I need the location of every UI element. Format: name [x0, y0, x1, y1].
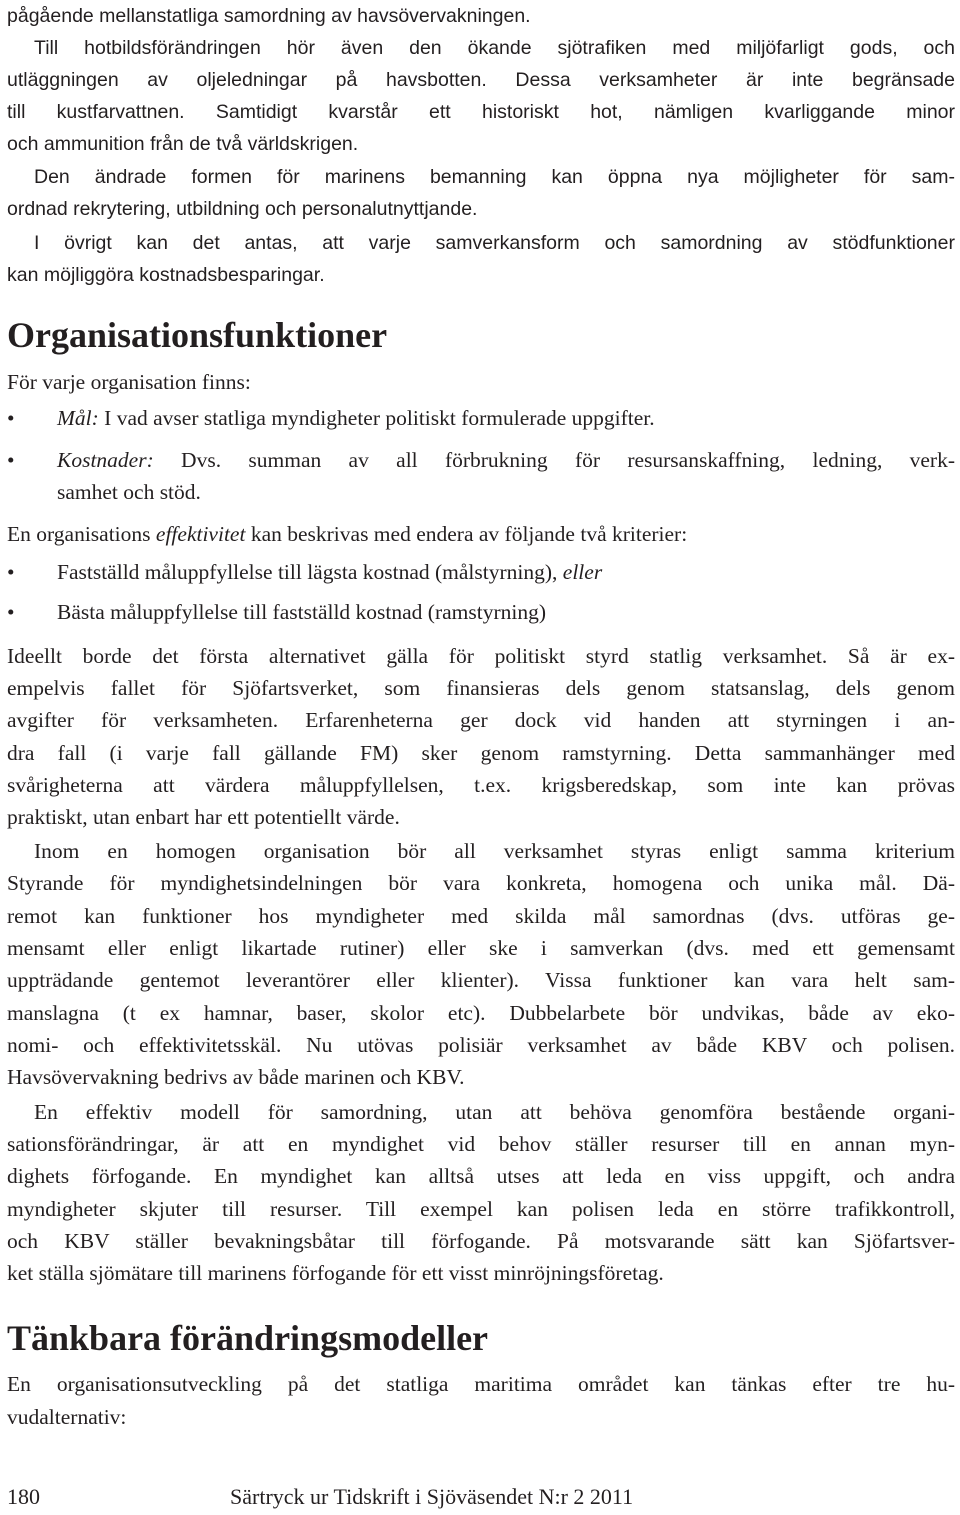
- bullet-term: Mål:: [57, 406, 99, 430]
- paragraph-line: Havsövervakning bedrivs av både marinen och KBV.: [7, 1065, 465, 1089]
- criterion-text: Fastställd måluppfyllelse till lägsta kostnad (målstyrning),: [57, 560, 563, 584]
- paragraph-line: En effektiv modell för samordning, utan att behöva genomföra bestående organi-: [34, 1100, 955, 1124]
- paragraph-line: nomi- och effektivitetsskäl. Nu utövas polisiär verksamhet av både KBV och polisen.: [7, 1033, 955, 1057]
- paragraph-line: empelvis fallet för Sjöfartsverket, som finansieras dels genom statsanslag, dels genom: [7, 676, 955, 700]
- paragraph-line: manslagna (t ex hamnar, baser, skolor etc). Dubbelarbete bör undvikas, både av eko-: [7, 1001, 955, 1025]
- paragraph-line: mensamt eller enligt likartade rutiner) eller ske i samverkan (dvs. med ett gemensamt: [7, 936, 955, 960]
- bullet-text: I vad avser statliga myndigheter politiskt formulerade uppgifter.: [98, 406, 655, 430]
- paragraph-line: Inom en homogen organisation bör all verksamhet styras enligt samma kriterium: [34, 839, 955, 863]
- criteria-intro: [7, 518, 687, 550]
- intro-line: pågående mellanstatliga samordning av havsövervakningen.: [7, 5, 531, 27]
- bullet-text-continuation: samhet och stöd.: [57, 480, 201, 504]
- paragraph-line: sationsförändringar, är att en myndighet vid behov ställer resurser till en annan myn-: [7, 1132, 955, 1156]
- bullet-item-kostnader: [57, 444, 955, 476]
- paragraph-line: och KBV ställer bevakningsbåtar till förfogande. På motsvarande sätt kan Sjöfartsver-: [7, 1229, 955, 1253]
- section-heading-tankbara-forandringsmodeller: Tänkbara förändringsmodeller: [7, 1318, 489, 1358]
- intro-line: utläggningen av oljeledningar på havsbotten. Dessa verksamheter är inte begränsade: [7, 69, 955, 91]
- bullet-term: Kostnader:: [57, 448, 154, 472]
- intro-line: ordnad rekrytering, utbildning och personalutnyttjande.: [7, 198, 478, 220]
- paragraph-line: remot kan funktioner hos myndigheter med skilda mål samordnas (dvs. utföras ge-: [7, 904, 955, 928]
- section-heading-organisationsfunktioner: Organisationsfunktioner: [7, 315, 388, 355]
- section-lead: För varje organisation finns:: [7, 370, 251, 394]
- publication-footer: Särtryck ur Tidskrift i Sjöväsendet N:r 2 2011: [230, 1484, 634, 1509]
- bullet-item-mal: [57, 402, 655, 434]
- intro-line: I övrigt kan det antas, att varje samverkansform och samordning av stödfunktioner: [34, 232, 955, 254]
- paragraph-line: avgifter för verksamheten. Erfarenheterna ger dock vid handen att styrningen i an-: [7, 708, 955, 732]
- paragraph-line: vudalternativ:: [7, 1405, 127, 1429]
- paragraph-line: uppträdande gentemot leverantörer eller klienter). Vissa funktioner kan vara helt sam-: [7, 968, 955, 992]
- intro-line: kan möjliggöra kostnadsbesparingar.: [7, 264, 325, 286]
- paragraph-line: praktiskt, utan enbart har ett potentiellt värde.: [7, 805, 400, 829]
- paragraph-line: svårigheterna att värdera måluppfyllelsen, t.ex. krigsberedskap, som inte kan prövas: [7, 773, 955, 797]
- criterion-em: eller: [562, 560, 603, 584]
- criteria-intro-em: effektivitet: [155, 522, 246, 546]
- intro-line: och ammunition från de två världskrigen.: [7, 133, 359, 155]
- paragraph-line: dra fall (i varje fall gällande FM) sker genom ramstyrning. Detta sammanhänger med: [7, 741, 955, 765]
- bullet-marker: •: [7, 406, 15, 430]
- bullet-text: Dvs. summan av all förbrukning för resursanskaffning, ledning, verk-: [153, 448, 955, 472]
- paragraph-line: Styrande för myndighetsindelningen bör vara konkreta, homogena och unika mål. Dä-: [7, 871, 955, 895]
- bullet-marker: •: [7, 448, 15, 472]
- intro-line: Till hotbildsförändringen hör även den ökande sjötrafiken med miljöfarligt gods, och: [34, 37, 955, 59]
- paragraph-line: En organisationsutveckling på det statliga maritima området kan tänkas efter tre hu-: [7, 1372, 955, 1396]
- paragraph-line: myndigheter skjuter till resurser. Till exempel kan polisen leda en större trafikkontroll,: [7, 1197, 955, 1221]
- paragraph-line: Ideellt borde det första alternativet gälla för politiskt styrd statlig verksamhet. Så är ex-: [7, 644, 955, 668]
- bullet-marker: •: [7, 560, 15, 584]
- paragraph-line: ket ställa sjömätare till marinens förfogande för ett visst minröjningsföretag.: [7, 1261, 664, 1285]
- intro-line: Den ändrade formen för marinens bemanning kan öppna nya möjligheter för sam-: [34, 166, 955, 188]
- paragraph-line: dighets förfogande. En myndighet kan alltså utses att leda en viss uppgift, och andra: [7, 1164, 955, 1188]
- bullet-marker: •: [7, 600, 15, 624]
- criterion-item: [57, 556, 602, 588]
- page-number: 180: [7, 1484, 40, 1509]
- intro-line: till kustfarvattnen. Samtidigt kvarstår ett historiskt hot, nämligen kvarliggande minor: [7, 101, 955, 123]
- criteria-intro-post: kan beskrivas med endera av följande två kriterier:: [245, 522, 688, 546]
- criterion-item: Bästa måluppfyllelse till fastställd kostnad (ramstyrning): [57, 600, 547, 624]
- criteria-intro-pre: En organisations: [7, 522, 156, 546]
